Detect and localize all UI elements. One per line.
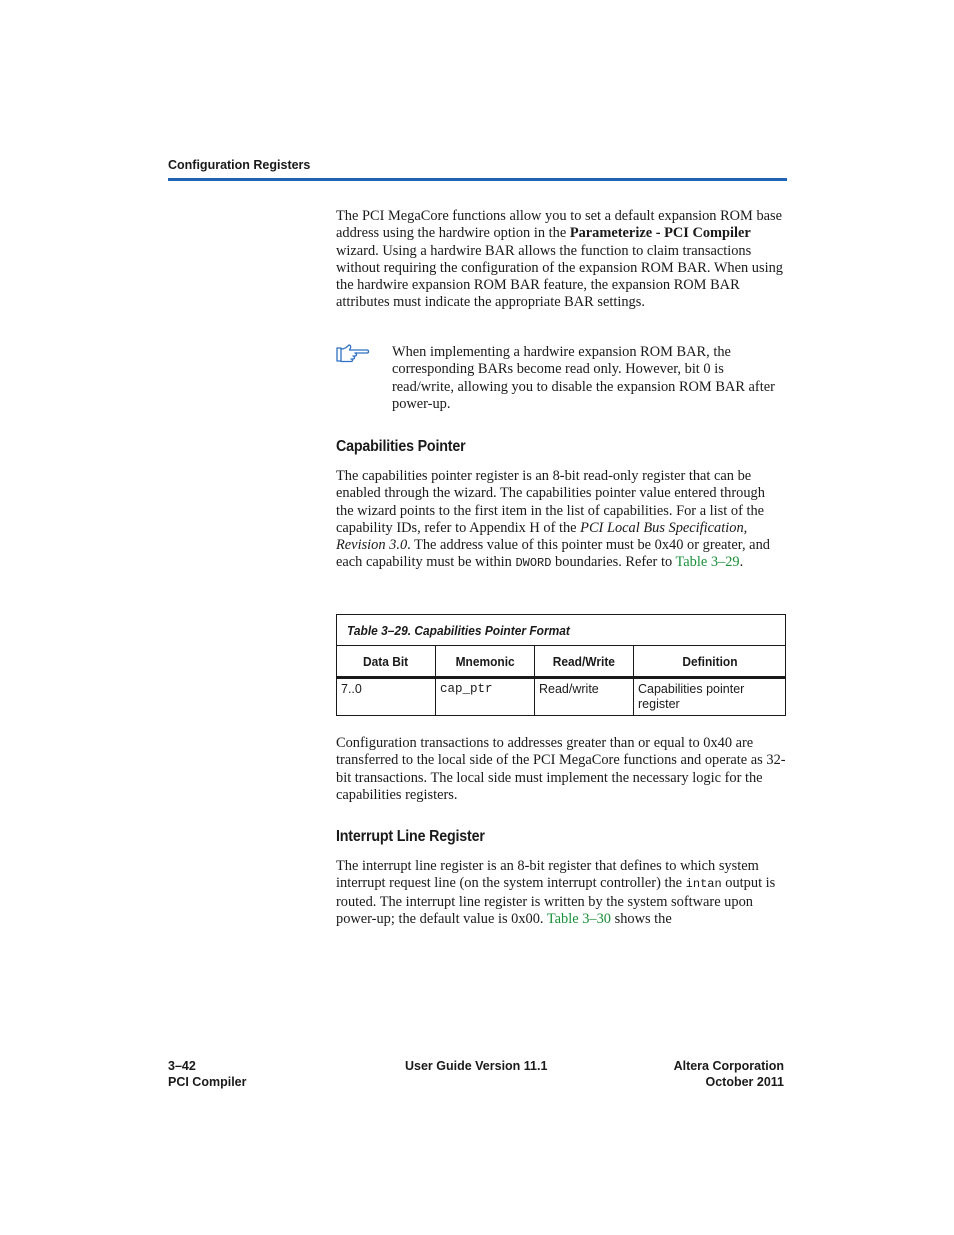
int-text-2: output is routed. The interrupt line register is written by the system software upon power-up; the default value is 0x00.: [336, 875, 776, 927]
spec-title: PCI Local Bus Specification, Revision 3.0: [336, 519, 748, 554]
cap-text-3: boundaries. Refer to: [551, 554, 676, 571]
header-read-write: Read/Write: [535, 646, 634, 678]
cap-text-2: . The address value of this pointer must be 0x40 or greater, and each capability must be within: [336, 537, 770, 571]
cap-text-4: .: [739, 554, 744, 571]
table-3-30-link[interactable]: Table 3–30: [546, 910, 611, 927]
header-mnemonic: Mnemonic: [436, 646, 535, 678]
capabilities-paragraph: [336, 468, 786, 573]
wizard-name: Parameterize - PCI Compiler: [569, 225, 751, 242]
cell-data-bit: 7..0: [337, 678, 436, 716]
table-3-29-link[interactable]: Table 3–29: [675, 554, 740, 571]
page-number: 3–42: [168, 1059, 196, 1073]
pointing-hand-icon: [336, 344, 370, 364]
running-header-title: Configuration Registers: [168, 158, 311, 172]
header-definition: Definition: [634, 646, 786, 678]
capabilities-pointer-table: [336, 614, 786, 716]
interrupt-paragraph: [336, 858, 786, 928]
intan-code: intan: [685, 877, 722, 892]
footer-left: [168, 1059, 247, 1090]
footer-guide-version: User Guide Version 11.1: [405, 1059, 548, 1073]
header-data-bit: Data Bit: [337, 646, 436, 678]
capabilities-pointer-heading: Capabilities Pointer: [336, 438, 466, 455]
cap-text-1: The capabilities pointer register is an 8-bit read-only register that can be enabled through the wizard. The capabilities pointer value entered through the wizard points to the first item in the list of capabilities. For a list of the capability IDs, refer to Appendix H of the: [336, 468, 765, 536]
config-paragraph: Configuration transactions to addresses greater than or equal to 0x40 are transferred to the local side of the PCI MegaCore functions and operate as 32-bit transactions. The local side must implement the necessary logic for the capabilities registers.: [336, 735, 786, 803]
footer-product: PCI Compiler: [168, 1074, 247, 1089]
cell-mnemonic: cap_ptr: [436, 678, 535, 716]
note-text: When implementing a hardwire expansion ROM BAR, the corresponding BARs become read only. However, bit 0 is read/write, allowing you to disable the expansion ROM BAR after power-up.: [392, 344, 775, 412]
cell-read-write: Read/write: [535, 678, 634, 716]
cell-definition: Capabilities pointer register: [634, 678, 786, 716]
intro-paragraph: [336, 208, 786, 312]
intro-text-1: The PCI MegaCore functions allow you to set a default expansion ROM base address using the hardwire option in the: [336, 208, 783, 242]
footer-date: October 2011: [705, 1074, 784, 1089]
int-text-3: shows the: [611, 910, 672, 927]
interrupt-line-heading: Interrupt Line Register: [336, 828, 485, 845]
dword-code: DWORD: [515, 556, 552, 571]
table-caption: Table 3–29. Capabilities Pointer Format: [337, 615, 786, 646]
header-rule: [168, 178, 787, 181]
int-text-1: The interrupt line register is an 8-bit register that defines to which system interrupt request line (on the system interrupt controller) the: [336, 858, 759, 892]
table-row: [337, 678, 786, 716]
intro-text-2: wizard. Using a hardwire BAR allows the function to claim transactions without requiring the configuration of the expansion ROM BAR. When using the hardwire expansion ROM BAR feature, the expansion ROM BAR attributes must indicate the appropriate BAR settings.: [336, 242, 783, 311]
footer-right: [674, 1059, 784, 1090]
footer-company: Altera Corporation: [673, 1059, 784, 1073]
